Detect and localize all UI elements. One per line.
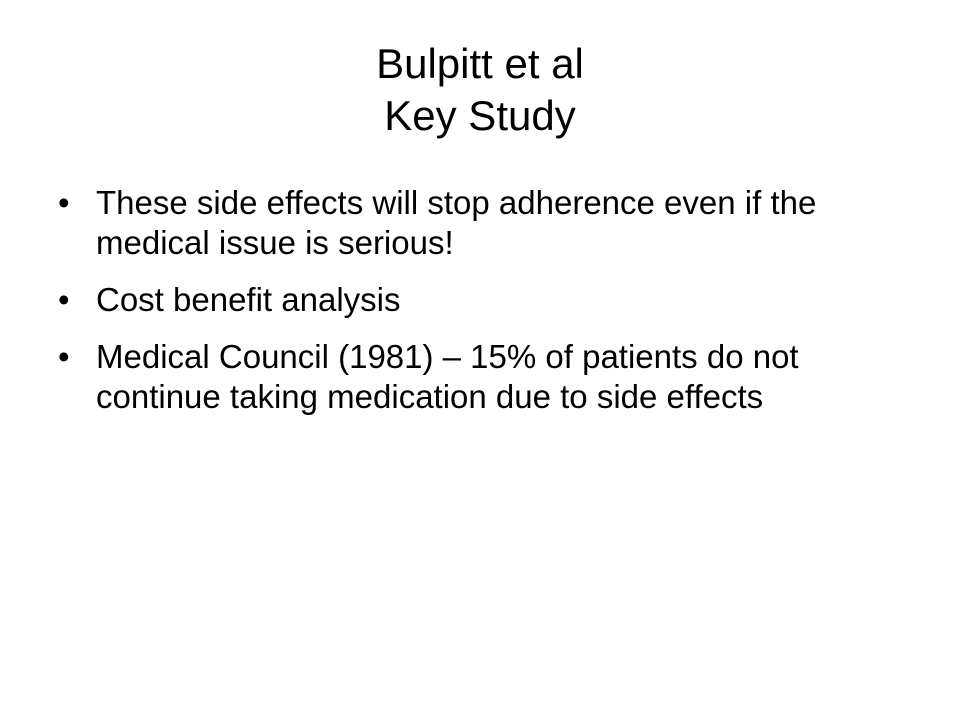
bullet-item — [58, 280, 878, 320]
title-line-2: Key Study — [384, 92, 576, 139]
bullet-dot-icon: • — [58, 338, 70, 375]
bullet-item — [58, 337, 878, 417]
slide-title — [0, 38, 960, 142]
bullet-dot-icon: • — [58, 184, 70, 221]
bullet-dot-icon: • — [58, 281, 70, 318]
bullet-text: These side effects will stop adherence even if the medical issue is serious! — [96, 184, 817, 261]
bullet-list — [58, 183, 878, 434]
bullet-text: Cost benefit analysis — [96, 281, 401, 318]
title-line-1: Bulpitt et al — [376, 40, 584, 87]
bullet-item — [58, 183, 878, 263]
bullet-text: Medical Council (1981) – 15% of patients do not continue taking medication due to side effects — [96, 338, 799, 415]
